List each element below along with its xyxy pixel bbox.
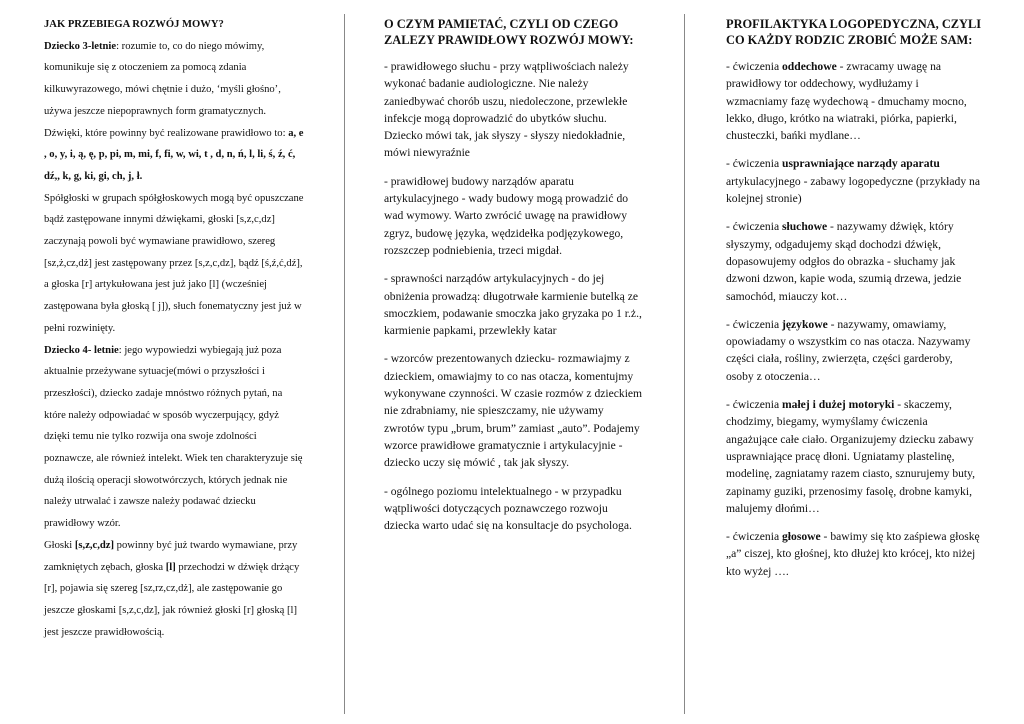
speech-development-heading: JAK PRZEBIEGA ROZWÓJ MOWY? [44,19,224,30]
exercise-item-breathing [726,58,982,144]
exercise-item-hearing [726,218,982,304]
age-4-paragraph [44,340,306,535]
exercise-description: - zwracamy uwagę na prawidłowy tor oddechowy, wydłużamy i wzmacniamy fazę wydechową - dmuchamy mocno, lekko, długo, krótko na wiatraki, piórka, papierki, chusteczki, bańki mydlane… [726,60,967,143]
exercise-item-motor [726,396,982,517]
exercise-prefix: - ćwiczenia [726,60,782,73]
exercise-prefix: - ćwiczenia [726,317,782,331]
condition-item-anatomy: - prawidłowej budowy narządów aparatu artykulacyjnego - wady budowy mogą prowadzić do wad wymowy. Warto zwrócić uwagę na prawidłowy zgryz, budowę języka, wędzidełka podjęzykowego, rozszczep podniebienia, trzeci migdał. [384,174,629,257]
exercise-name: małej i dużej motoryki [782,398,895,412]
age-3-lead: Dziecko 3-letnie [44,40,117,52]
exercise-name: słuchowe [782,220,828,234]
speech-development-column [44,0,306,724]
exercise-prefix: - ćwiczenia [726,220,782,234]
consonant-clusters-paragraph: Spółgłoski w grupach spółgłoskowych mogą być opuszczane bądź zastępowane innymi dźwiękami, głoski [s,z,c,dz] zaczynają powoli być wymawiane prawidłowo, szereg [sz,ż,cz,dż] jest zastępowany przez [s,z,c,dz], bądź [ś,ź,ć,dź], a głoska [r] artykułowana jest już jako [l] (wcześniej zastępowana była głoską [ j]), słuch fonematyczny jest już w pełni rozwinięty. [44,192,304,334]
exercise-name: oddechowe [782,60,837,73]
age-4-text: : jego wypowiedzi wybiegają już poza aktualnie przeżywane sytuacje(mówi o przyszłości i przeszłości), dziecko zadaje mnóstwo różnych pytań, na które należy odpowiadać w sposób wyczerpujący, gdyż dzięki temu nie tylko rozwija ona swoje zdolności poznawcze, ale również intelekt. Wiek ten charakteryzuje się dużą ilością operacji słowotwórczych, których jednak nie należy utrwalać i zawsze należy podawać dziecku prawidłowy wzór. [44,344,303,530]
conditions-heading: O CZYM PAMIETAĆ, CZYLI OD CZEGO ZALEZY PRAWIDŁOWY ROZWÓJ MOWY: [384,17,634,47]
sounds-text-e: przechodzi w dźwięk drżący [r], pojawia się szereg [sz,rz,cz,dż], ale zastępowanie go jeszcze głoskami [s,z,c,dz], jak również głoski [r] głoską [l] jest jeszcze prawidłowością. [44,561,300,638]
exercise-item-articulation [726,155,982,207]
age-4-lead: Dziecko 4- letnie [44,344,119,356]
sounds-paragraph [44,535,306,644]
exercise-prefix: - ćwiczenia [726,398,782,412]
exercise-name: językowe [782,317,828,331]
condition-item-hearing: - prawidłowego słuchu - przy wątpliwościach należy wykonać badanie audiologiczne. Nie należy zaniedbywać chorób uszu, niedoleczone, przewlekłe infekcje mogą doprowadzić do ubytków słuchu. Dziecko mówi tak, jak słyszy - słyszy niedokładnie, mówi niewyraźnie [384,60,629,160]
exercise-prefix: - ćwiczenia [726,530,782,544]
exercise-prefix: - ćwiczenia [726,157,782,171]
exercise-description: - nazywamy, omawiamy, opowiadamy o wszystkim co nas otacza. Nazywamy części ciała, rośliny, zwierzęta, części garderoby, osoby z otoczenia… [726,317,971,383]
exercise-description: artykulacyjnego - zabawy logopedyczne (przykłady na kolejnej stronie) [726,174,980,206]
exercise-item-voice [726,528,982,580]
sounds-text-a: Głoski [44,539,75,551]
condition-item-articulation: - sprawności narządów artykulacyjnych - do jej obniżenia prowadzą: długotrwałe karmienie butelką ze smoczkiem, podawanie smoczka jako gryzaka po 1 r.ż., karmienie papkami, przewlekły katar [384,272,642,338]
sounds-bold-szcdz: [s,z,c,dz] [74,539,115,551]
prevention-heading: PROFILAKTYKA LOGOPEDYCZNA, CZYLI CO KAŻDY RODZIC ZROBIĆ MOŻE SAM: [726,17,982,47]
exercise-name: głosowe [782,530,821,544]
sounds-bold-l: [l] [165,561,176,573]
condition-item-role-models: - wzorców prezentowanych dziecku- rozmawiajmy z dzieckiem, omawiajmy to co nas otacza, komentujmy wykonywane czynności. W czasie rozmów z dzieckiem nie zdrabniamy, nie spieszczamy, nie używamy zwrotów typu „brum, brum” zamiast „auto”. Podajemy wzorce prawidłowe gramatycznie i artykulacyjnie - dziecko uczy się mówić , tak jak słyszy. [384,352,643,470]
condition-item-intellect: - ogólnego poziomu intelektualnego - w przypadku wątpliwości dotyczących poznawczego rozwoju dziecka warto udać się na konsultacje do psychologa. [384,484,632,533]
column-divider-left [344,14,345,714]
exercise-item-language [726,316,982,385]
column-divider-right [684,14,685,714]
prevention-column [726,0,982,724]
age-3-paragraph [44,36,306,188]
conditions-column [384,0,646,724]
exercise-description: - skaczemy, chodzimy, biegamy, wymyślamy ćwiczenia angażujące całe ciało. Organizujemy dziecku zabawy usprawniające pracę dłoni. Ugniatamy plastelinę, modelinę, zagniatamy razem ciasto, sznurujemy buty, zapinamy guziki, przenosimy fasolę, drobne kamyki, malujemy dłońmi… [726,398,976,515]
sounds-text-c: powinny być już twardo wymawiane, przy zamkniętych zębach, głoska [44,539,298,573]
exercise-description: - nazywamy dźwięk, który słyszymy, odgadujemy skąd dochodzi dźwięk, dopasowujemy odgłos do obrazka - słuchamy jak dzwoni dzwon, kapie woda, szumią drzewa, jedzie samochód, miauczy kot… [726,220,962,303]
exercise-description: - bawimy się kto zaśpiewa głoskę „a” ciszej, kto głośnej, kto dłużej kto krócej, kto niżej kto wyżej …. [726,530,980,578]
exercise-name: usprawniające narządy aparatu [782,157,940,171]
age-3-sounds: a, e , o, y, i, ą, ę, p, pi, m, mi, f, fi, w, wi, t , d, n, ń, l, li, ś, ź, ć, dź,, k, g, ki, gi, ch, j, ł. [44,127,304,182]
age-3-text: : rozumie to, co do niego mówimy, komunikuje się z otoczeniem za pomocą zdania kilkuwyrazowego, mówi chętnie i dużo, ‘myśli głośno’, używa jeszcze niepoprawnych form gramatycznych. Dźwięki, które powinny być realizowane prawidłowo to: [44,40,289,139]
